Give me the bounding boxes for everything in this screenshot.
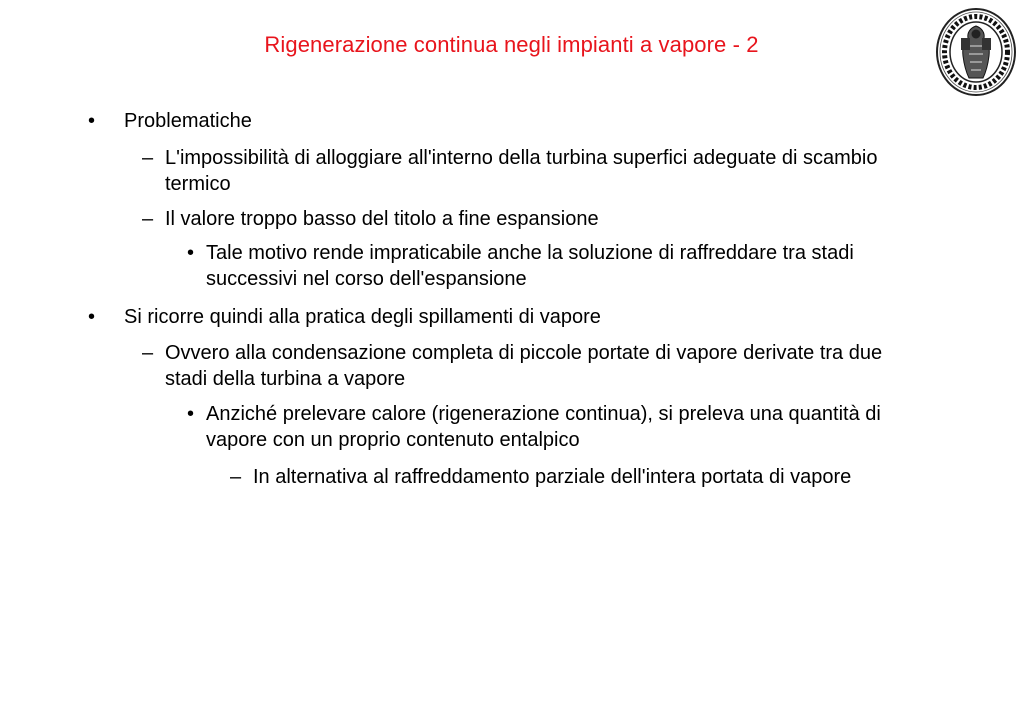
bullet-marker: •	[187, 403, 195, 425]
bullet-level1-text: Problematiche	[124, 110, 252, 132]
bullet-level2-text: Ovvero alla condensazione completa di piccole portate di vapore derivate tra due stadi della turbina a vapore	[165, 342, 883, 390]
bullet-marker: •	[88, 110, 96, 132]
dash-marker: –	[142, 342, 154, 364]
bullet-level3-text: Anziché prelevare calore (rigenerazione continua), si preleva una quantità di vapore con un proprio contenuto entalpico	[206, 403, 881, 451]
dash-marker: –	[230, 466, 242, 488]
dash-marker: –	[142, 147, 154, 169]
bullet-marker: •	[88, 306, 96, 328]
bullet-level2-text: Il valore troppo basso del titolo a fine espansione	[165, 208, 599, 230]
slide-title: Rigenerazione continua negli impianti a vapore - 2	[264, 32, 759, 57]
dash-marker: –	[142, 208, 154, 230]
bullet-level1-text: Si ricorre quindi alla pratica degli spillamenti di vapore	[124, 306, 601, 328]
bullet-marker: •	[187, 242, 195, 264]
bullet-level3-text: Tale motivo rende impraticabile anche la soluzione di raffreddare tra stadi successivi nel corso dell'espansione	[206, 242, 854, 290]
bullet-level2-text: L'impossibilità di alloggiare all'interno della turbina superfici adeguate di scambio termico	[165, 147, 878, 195]
bullet-level4-text: In alternativa al raffreddamento parziale dell'intera portata di vapore	[253, 466, 852, 488]
university-seal-icon	[934, 6, 1018, 98]
